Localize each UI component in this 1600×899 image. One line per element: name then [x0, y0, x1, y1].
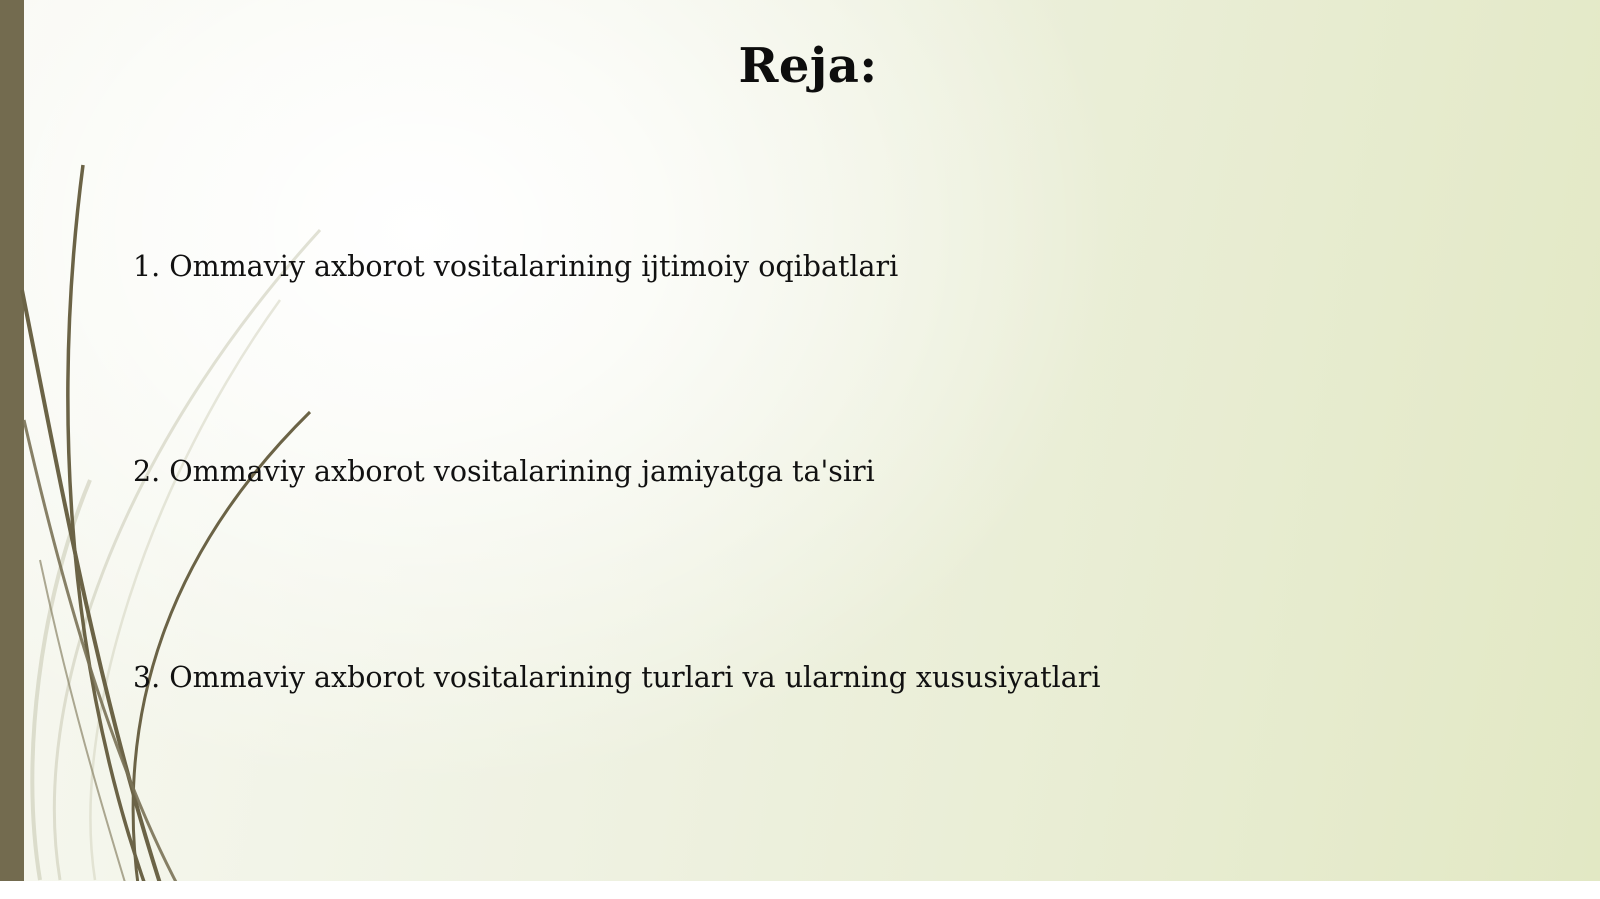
- slide-title: Reja:: [738, 38, 878, 94]
- accent-bar: [0, 0, 24, 899]
- plan-item: 3. Ommaviy axborot vositalarining turlari va ularning xususiyatlari: [133, 661, 1101, 694]
- bottom-edge: [0, 881, 1600, 899]
- plan-item: 2. Ommaviy axborot vositalarining jamiyatga ta'siri: [133, 455, 875, 488]
- plan-item: 1. Ommaviy axborot vositalarining ijtimoiy oqibatlari: [133, 250, 899, 283]
